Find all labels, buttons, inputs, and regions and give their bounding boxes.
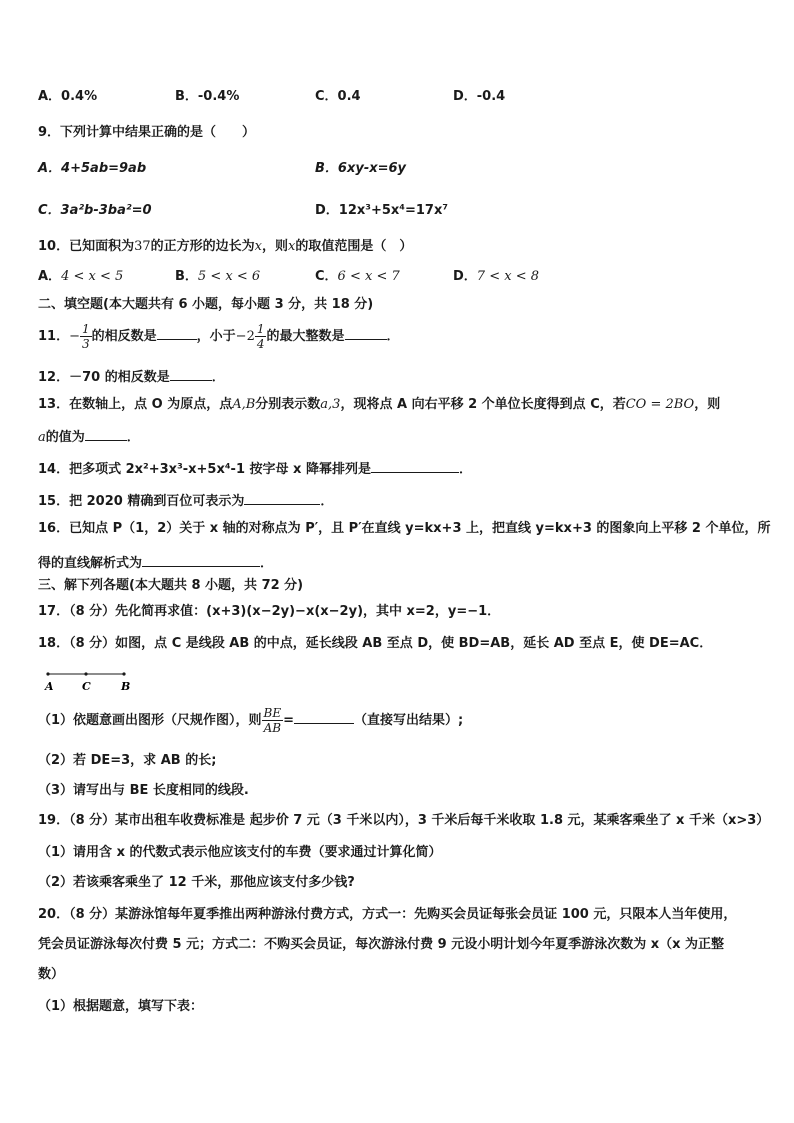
q13-a: a (38, 430, 46, 445)
q11-blank-1 (157, 325, 197, 340)
q11-end: ． (386, 329, 400, 344)
q10-x: x (254, 239, 262, 254)
q14-end: ． (458, 462, 472, 477)
q16-line-1: 16．已知点 P（1，2）关于 x 轴的对称点为 P′，且 P′在直线 y=kx+3 上，把直线 y=kx+3 的图象向上平移 2 个单位，所 (38, 521, 771, 536)
q11-text-2: ，小于 (196, 329, 236, 344)
q20-part-1: （1）根据题意，填写下表： (38, 999, 204, 1014)
q20-line-2: 凭会员证游泳每次付费 5 元；方式二：不购买会员证，每次游泳付费 9 元设小明计划今年夏季游泳次数为 x（x 为正整 (38, 937, 725, 952)
q10-option-b (175, 268, 260, 286)
q13-text-e: 的值为 (45, 430, 85, 445)
q13-text-a: 13．在数轴上，点 O 为原点，点 (38, 397, 233, 412)
q10-option-d-letter: D． (453, 269, 477, 284)
q16-text: 得的直线解析式为 (38, 556, 143, 571)
q18-p1-text: （1）依题意画出图形（尺规作图），则 (38, 713, 262, 728)
q10-stem (38, 238, 412, 256)
q18-part-1 (38, 704, 463, 738)
q18-blank (294, 709, 354, 724)
q10-option-c-letter: C． (315, 269, 338, 284)
q11 (38, 320, 400, 354)
q11-f2-num: 1 (256, 322, 265, 336)
q11-text-1: 的相反数是 (91, 329, 157, 344)
q12-end: ． (211, 370, 225, 385)
q11-minus-two: −2 (235, 329, 255, 344)
q18-equals: = (283, 713, 295, 728)
q9-option-c: C．3a²b-3ba²=0 (38, 203, 152, 218)
q12 (38, 366, 225, 387)
q11-fraction-1 (80, 322, 92, 351)
label-a: A (45, 680, 54, 693)
q15-end: ． (320, 494, 334, 509)
q16-line-2 (38, 552, 273, 573)
q20-line-3: 数） (38, 967, 65, 982)
q11-number: 11． (38, 329, 70, 344)
q14-text: 14．把多项式 2x²+3x³-x+5x⁴-1 按字母 x 降幂排列是 (38, 462, 371, 477)
q14-blank (371, 458, 459, 473)
q19-part-2: （2）若该乘客乘坐了 12 千米，那他应该支付多少钱? (38, 875, 355, 890)
q8-option-c: C．0.4 (315, 89, 361, 104)
q8-option-b: B．-0.4% (175, 89, 240, 104)
q8-option-d: D．-0.4 (453, 89, 506, 104)
q18-fraction (262, 706, 284, 735)
q10-37: 37 (134, 239, 151, 254)
q10-x2: x (288, 239, 296, 254)
q17: 17．（8 分）先化简再求值：(x+3)(x−2y)−x(x−2y)，其中 x=2，y=−1． (38, 604, 501, 619)
q11-minus: − (69, 329, 80, 344)
q10-option-d-math: 7 < x < 8 (476, 269, 539, 284)
q20-line-1: 20．（8 分）某游泳馆每年夏季推出两种游泳付费方式，方式一：先购买会员证每张会员证 100 元，只限本人当年使用， (38, 907, 737, 922)
q12-blank (170, 366, 212, 381)
label-c: C (82, 680, 91, 693)
q10-option-b-letter: B． (175, 269, 198, 284)
q10-option-a-letter: A． (38, 269, 62, 284)
point-b (122, 672, 125, 675)
q13-text-b: 分别表示数 (255, 397, 321, 412)
q11-fraction-2 (255, 322, 267, 351)
q18-part-2: （2）若 DE=3，求 AB 的长; (38, 753, 217, 768)
q15-text: 15．把 2020 精确到百位可表示为 (38, 494, 245, 509)
q10-option-b-math: 5 < x < 6 (197, 269, 261, 284)
q16-end: ． (260, 556, 274, 571)
q16-blank (142, 552, 260, 567)
q13-line-2 (38, 426, 140, 447)
q18-part-3: （3）请写出与 BE 长度相同的线段. (38, 783, 249, 798)
q15 (38, 490, 333, 511)
q10-stem-d: 的取值范围是（ ） (295, 239, 413, 254)
q10-stem-b: 的正方形的边长为 (150, 239, 255, 254)
q13-a3: a,3 (320, 397, 341, 412)
point-c (84, 672, 87, 675)
q13-blank (85, 426, 127, 441)
q18-stem: 18．（8 分）如图，点 C 是线段 AB 的中点，延长线段 AB 至点 D，使 BD=AB，延长 AD 至点 E，使 DE=AC． (38, 636, 713, 651)
section-solve-title: 三、解下列各题(本大题共 8 小题，共 72 分) (38, 578, 304, 593)
q14 (38, 458, 472, 479)
q10-stem-c: ，则 (262, 239, 289, 254)
q8-option-a: A．0.4% (38, 89, 98, 104)
q10-option-c (315, 268, 400, 286)
q10-option-a (38, 268, 123, 286)
q18-f-den: AB (263, 721, 282, 735)
q10-option-a-math: 4 < x < 5 (61, 269, 124, 284)
q15-blank (244, 490, 320, 505)
q13-end: ． (126, 430, 140, 445)
section-fill-in-title: 二、填空题(本大题共有 6 小题，每小题 3 分，共 18 分) (38, 297, 374, 312)
q19-part-1: （1）请用含 x 的代数式表示他应该支付的车费（要求通过计算化简） (38, 845, 442, 860)
q11-f1-num: 1 (82, 322, 90, 336)
q11-f1-den: 3 (82, 337, 90, 351)
q13-text-d: ，则 (694, 397, 721, 412)
label-b: B (121, 680, 131, 693)
q10-option-d (453, 268, 539, 286)
segment-figure (44, 668, 144, 694)
q13-equation: CO = 2BO (625, 397, 695, 412)
q11-blank-2 (345, 325, 387, 340)
q12-text: 12．－70 的相反数是 (38, 370, 170, 385)
q9-option-b: B．6xy-x=6y (315, 161, 407, 176)
q9-option-a: A．4+5ab=9ab (38, 161, 147, 176)
point-a (46, 672, 49, 675)
q13-line-1 (38, 396, 720, 414)
q9-option-d: D．12x³+5x⁴=17x⁷ (315, 203, 449, 218)
q11-f2-den: 4 (256, 337, 265, 351)
q11-text-3: 的最大整数是 (266, 329, 345, 344)
q13-text-c: ，现将点 A 向右平移 2 个单位长度得到点 C，若 (340, 397, 626, 412)
q9-stem: 9．下列计算中结果正确的是（ ） (38, 125, 256, 140)
q19-stem: 19．（8 分）某市出租车收费标准是 起步价 7 元（3 千米以内），3 千米后每千米收取 1.8 元，某乘客乘坐了 x 千米（x>3） (38, 813, 770, 828)
q18-p1-note: （直接写出结果）; (354, 713, 464, 728)
q13-ab: A,B (232, 397, 256, 412)
q10-option-c-math: 6 < x < 7 (337, 269, 400, 284)
q10-stem-a: 10．已知面积为 (38, 239, 135, 254)
q18-f-num: BE (263, 706, 282, 720)
